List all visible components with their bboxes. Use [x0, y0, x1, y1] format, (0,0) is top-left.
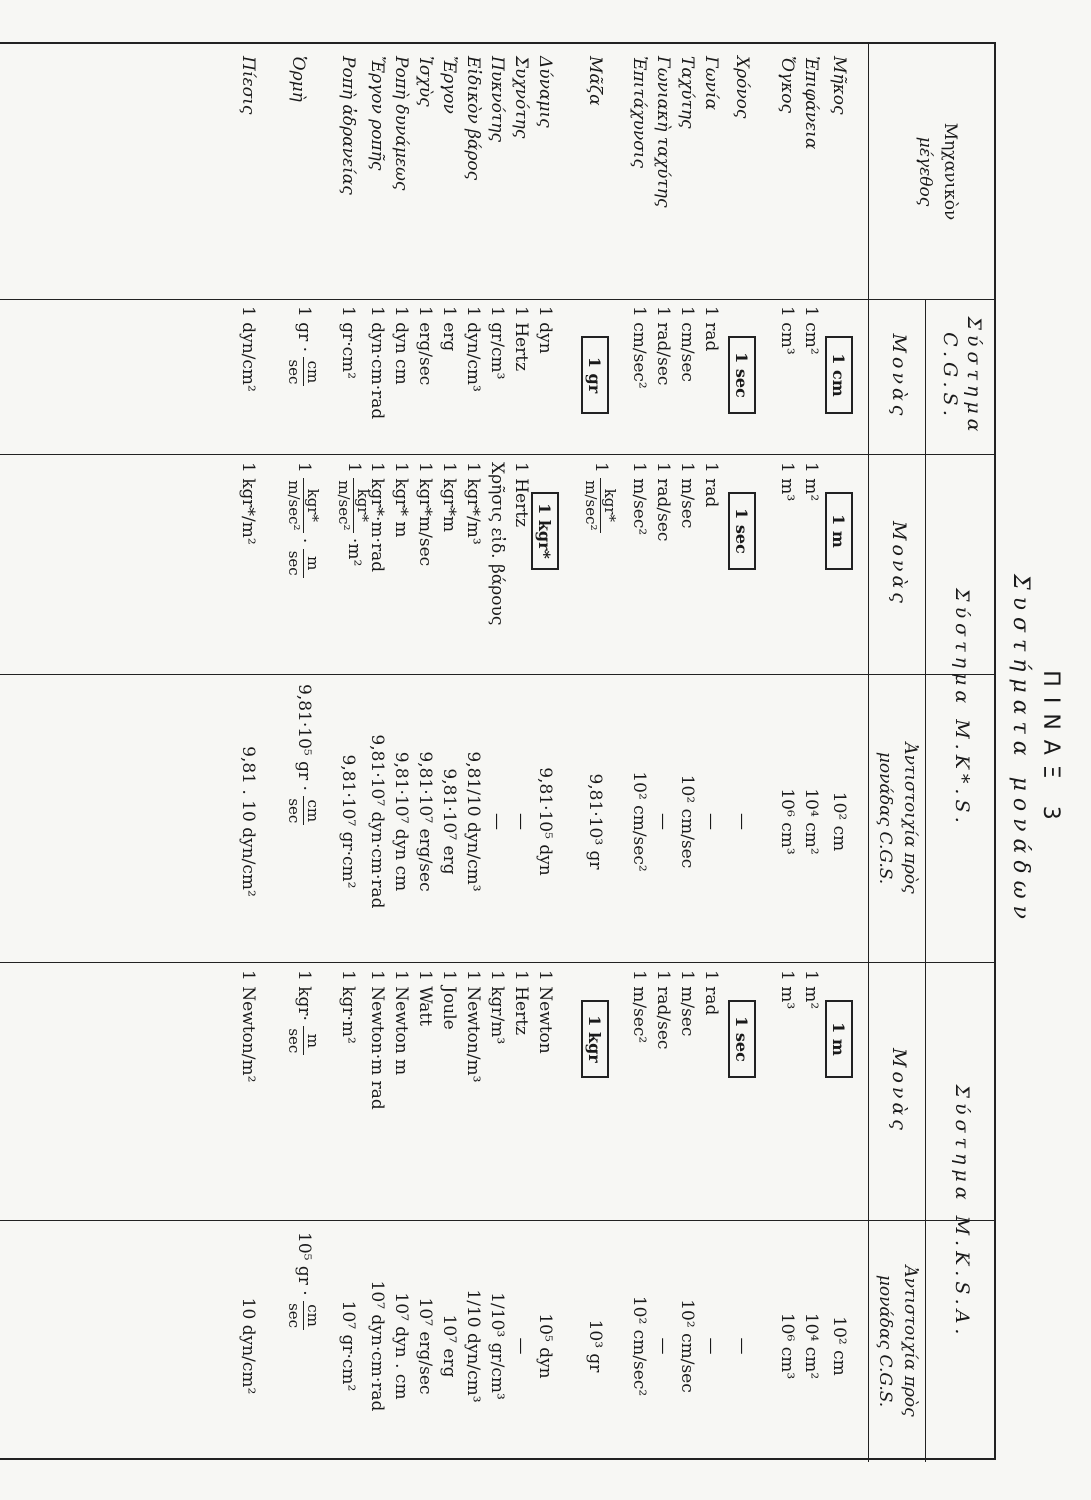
- fraction-denominator: m/sec²: [582, 480, 600, 531]
- cgs-unit: 1 dyn/cm²: [238, 306, 258, 392]
- cgs-unit: 1 gr · cm sec: [285, 306, 322, 385]
- fraction-denominator: m/sec²: [285, 480, 303, 531]
- mks-star-unit-base-box: 1 kgr*: [531, 492, 559, 570]
- mksa-unit: 1 Newton/m²: [238, 970, 258, 1083]
- mks-star-cgs-equivalent: —: [511, 813, 531, 830]
- header-eq-line2: μονάδας C.G.S.: [875, 751, 895, 885]
- fraction-expression: [285, 684, 322, 825]
- quantity-name: Πίεσις: [238, 56, 258, 115]
- fraction-suffix: ·m²: [344, 537, 364, 567]
- fraction-numerator: kgr*: [303, 478, 322, 532]
- mks-star-unit-base-box: 1 sec: [728, 492, 756, 570]
- mksa-cgs-equivalent: —: [732, 1337, 752, 1355]
- col-divider: [0, 454, 994, 455]
- quantity-name: Ὄγκος: [777, 56, 797, 113]
- fraction-expression: [285, 537, 322, 578]
- mks-star-cgs-equivalent: 9,81·10⁷ dyn cm: [391, 751, 411, 892]
- mksa-cgs-equivalent: [285, 1232, 322, 1330]
- fraction-numerator: kgr*: [600, 478, 619, 532]
- cgs-unit: 1 rad: [701, 306, 721, 352]
- mksa-cgs-equivalent: 10⁷ erg/sec: [415, 1297, 435, 1395]
- fraction-denominator: sec: [285, 550, 303, 576]
- fraction: [582, 478, 619, 532]
- header-quantity-line1: Μηχανικὸν: [940, 122, 960, 221]
- mksa-unit: 1 Newton m: [391, 970, 411, 1076]
- header-eq-line1: Ἀντιστοιχία πρὸς: [900, 1265, 920, 1417]
- quantity-name: Γωνία: [701, 56, 721, 111]
- mksa-cgs-equivalent: 10 dyn/cm²: [238, 1297, 258, 1395]
- mks-star-cgs-equivalent: 9,81·10⁷ gr·cm²: [338, 754, 358, 889]
- cgs-unit: 1 gr·cm²: [338, 306, 358, 380]
- mks-star-cgs-equivalent: —: [653, 813, 673, 830]
- quantity-name: Μῆκος: [829, 56, 849, 115]
- header-divider: [925, 299, 926, 1462]
- fraction-numerator: m: [303, 549, 322, 578]
- table-subtitle: Συστήματα μονάδων: [1008, 574, 1033, 926]
- mksa-unit: 1 Newton: [535, 970, 555, 1054]
- header-unit: Μονὰς: [888, 1048, 910, 1134]
- mks-star-cgs-equivalent: 9,81·10⁷ dyn·cm·rad: [367, 734, 387, 909]
- cgs-unit: 1 rad/sec: [653, 306, 673, 386]
- cgs-unit: 1 dyn: [535, 306, 555, 354]
- cgs-unit: 1 cm/sec²: [629, 306, 649, 389]
- quantity-name: Ἔργον: [439, 56, 459, 114]
- fraction-expression: [285, 1232, 322, 1330]
- quantity-name: Ἔργον ροπῆς: [367, 56, 387, 171]
- mksa-unit: 1 rad/sec: [653, 970, 673, 1050]
- fraction-numerator: m: [303, 1026, 322, 1055]
- cgs-unit: 1 dyn cm: [391, 306, 411, 385]
- mks-star-cgs-equivalent: 10² cm: [829, 791, 849, 852]
- quantity-name: Δύναμις: [535, 56, 555, 128]
- fraction-prefix: gr ·: [294, 322, 314, 353]
- mksa-unit: 1 m/sec: [677, 970, 697, 1037]
- mks-star-unit: 1 Hertz: [511, 462, 531, 528]
- fraction-denominator: sec: [285, 1303, 303, 1329]
- quantity-name: Χρόνος: [732, 56, 752, 119]
- cgs-unit: 1 cm²: [801, 306, 821, 355]
- fraction-numerator: cm: [303, 796, 322, 825]
- mksa-unit: 1 Hertz: [511, 970, 531, 1036]
- mks-star-unit: Χρῆσις εἰδ. βάρους: [487, 462, 507, 626]
- header-mks-star-system: Σύστημα M.K*.S.: [951, 588, 973, 828]
- fraction: [335, 478, 372, 532]
- mks-star-cgs-equivalent: [285, 684, 322, 825]
- mksa-unit: 1 m³: [777, 970, 797, 1010]
- cgs-unit-base-box: 1 gr: [581, 336, 609, 414]
- header-quantity: [912, 44, 962, 299]
- mks-star-unit: 1 m/sec: [677, 462, 697, 529]
- cgs-unit: 1 erg/sec: [415, 306, 435, 386]
- mks-star-unit: 1 m/sec²: [629, 462, 649, 536]
- quantity-name: Συχνότης: [511, 56, 531, 139]
- mksa-cgs-equivalent: 10⁵ dyn: [535, 1313, 555, 1379]
- fraction-denominator: sec: [285, 798, 303, 824]
- mks-star-cgs-equivalent: 9,81·10³ gr: [585, 773, 605, 870]
- mks-star-unit: 1 m²: [801, 462, 821, 502]
- mks-star-unit: 1 m³: [777, 462, 797, 502]
- col-divider: [0, 674, 994, 675]
- mksa-unit: 1 m/sec²: [629, 970, 649, 1044]
- mksa-cgs-equivalent: —: [701, 1337, 721, 1355]
- mks-star-unit: 1 kgr* m/sec² ·m²: [335, 462, 372, 567]
- mksa-unit: 1 m²: [801, 970, 821, 1010]
- quantity-name: Ροπὴ ἀδρανείας: [338, 56, 358, 195]
- fraction-prefix: 9,81·10⁵ gr ·: [294, 684, 314, 791]
- header-unit: Μονὰς: [888, 333, 910, 420]
- mks-star-cgs-equivalent: 9,81·10⁷ erg: [439, 768, 459, 875]
- header-cgs-equivalent: [872, 1220, 922, 1462]
- mks-star-unit: 1 kgr* m/sec² · m sec: [285, 462, 322, 576]
- quantity-name: Εἰδικὸν βάρος: [463, 56, 483, 181]
- mksa-cgs-equivalent: 10³ gr: [585, 1319, 605, 1373]
- mksa-unit: 1 kgr/m³: [487, 970, 507, 1045]
- quantity-name: Μᾶζα: [585, 56, 605, 106]
- fraction-prefix: 10⁵ gr ·: [294, 1232, 314, 1296]
- cgs-unit: 1 erg: [439, 306, 459, 352]
- mksa-unit: 1 Newton·m rad: [367, 970, 387, 1110]
- mks-star-cgs-equivalent: 10⁴ cm²: [801, 788, 821, 855]
- mks-star-cgs-equivalent: —: [732, 813, 752, 830]
- header-quantity-line2: μέγεθος: [915, 136, 935, 207]
- quantity-name: Ἐπιτάχυνσις: [629, 56, 649, 168]
- mksa-unit: 1 kgr· m sec: [285, 970, 322, 1054]
- quantity-name: Ἰσχὺς: [415, 56, 435, 107]
- mksa-cgs-equivalent: 1/10 dyn/cm³: [463, 1289, 483, 1403]
- fraction-numerator: cm: [303, 1301, 322, 1330]
- fraction-numerator: cm: [303, 357, 322, 386]
- fraction-denominator: sec: [285, 359, 303, 385]
- mks-star-cgs-equivalent: 10² cm/sec: [677, 774, 697, 869]
- fraction-denominator: sec: [285, 1028, 303, 1054]
- mks-star-cgs-equivalent: 10⁶ cm³: [777, 788, 797, 855]
- table-title: ΠΙΝΑΞ 3: [1038, 670, 1063, 830]
- quantity-name: Ροπὴ δυνάμεως: [391, 56, 411, 191]
- cgs-unit-base-box: 1 sec: [728, 336, 756, 414]
- cgs-unit-base-box: 1 cm: [825, 336, 853, 414]
- mksa-unit-base-box: 1 kgr: [581, 1000, 609, 1078]
- fraction: [285, 549, 322, 578]
- mks-star-unit: 1 kgr*/m³: [463, 462, 483, 545]
- mksa-cgs-equivalent: 10² cm: [829, 1316, 849, 1376]
- fraction-denominator: m/sec²: [335, 480, 353, 531]
- col-divider: [0, 962, 994, 963]
- header-unit: Μονὰς: [888, 521, 910, 607]
- col-divider: [0, 299, 994, 300]
- mks-star-cgs-equivalent: 9,81·10⁵ dyn: [535, 767, 555, 876]
- cgs-unit: 1 cm³: [777, 306, 797, 355]
- mks-star-cgs-equivalent: 10² cm/sec²: [629, 771, 649, 872]
- mks-star-cgs-equivalent: —: [701, 813, 721, 830]
- quantity-name: Ἐπιφάνεια: [801, 56, 821, 150]
- fraction: [285, 1026, 322, 1055]
- mksa-cgs-equivalent: 10⁷ erg: [439, 1314, 459, 1378]
- mks-star-unit: 1 kgr* m/sec²: [582, 462, 619, 531]
- fraction: [285, 796, 322, 825]
- quantity-name: Πυκνότης: [487, 56, 507, 142]
- cgs-unit: 1 dyn/cm³: [463, 306, 483, 392]
- mksa-cgs-equivalent: 10⁷ dyn . cm: [391, 1292, 411, 1400]
- col-divider: [0, 1220, 994, 1221]
- fraction: [285, 357, 322, 386]
- mksa-cgs-equivalent: 10² cm/sec²: [629, 1295, 649, 1397]
- cgs-unit: 1 Hertz: [511, 306, 531, 372]
- mksa-cgs-equivalent: 10⁷ gr·cm²: [338, 1300, 358, 1392]
- mks-star-cgs-equivalent: —: [487, 813, 507, 830]
- mksa-unit: 1 Newton/m³: [463, 970, 483, 1083]
- mks-star-unit-base-box: 1 m: [825, 492, 853, 570]
- mks-star-cgs-equivalent: 9,81/10 dyn/cm³: [463, 751, 483, 892]
- header-cgs-equivalent: [872, 674, 922, 962]
- mks-star-unit: 1 rad/sec: [653, 462, 673, 542]
- mksa-cgs-equivalent: 10⁶ cm³: [777, 1312, 797, 1380]
- cgs-unit: 1 dyn·cm·rad: [367, 306, 387, 420]
- mksa-cgs-equivalent: 1/10³ gr/cm³: [487, 1292, 507, 1400]
- quantity-name: Ταχύτης: [677, 56, 697, 129]
- mks-star-cgs-equivalent: 9,81 . 10 dyn/cm²: [238, 746, 258, 897]
- cgs-unit: 1 gr/cm³: [487, 306, 507, 380]
- quantity-name: Ὁρμὴ: [288, 56, 308, 102]
- header-cgs-system: Σύστημα C.G.S.: [939, 316, 985, 437]
- cgs-unit: 1 cm/sec: [677, 306, 697, 382]
- mksa-cgs-equivalent: —: [511, 1337, 531, 1355]
- mksa-cgs-equivalent: —: [653, 1337, 673, 1355]
- mksa-unit-base-box: 1 m: [825, 1000, 853, 1078]
- quantity-name: Γωνιακὴ ταχύτης: [653, 56, 673, 208]
- mksa-unit: 1 kgr·m²: [338, 970, 358, 1044]
- mksa-unit: 1 Joule: [439, 970, 459, 1030]
- header-bottom-line: [868, 44, 869, 1462]
- mks-star-unit: 1 kgr*/m²: [238, 462, 258, 545]
- fraction-prefix: kgr·: [294, 986, 314, 1021]
- mks-star-unit: 1 kgr* m: [391, 462, 411, 538]
- mksa-cgs-equivalent: 10⁷ dyn·cm·rad: [367, 1280, 387, 1412]
- mksa-cgs-equivalent: 10⁴ cm²: [801, 1312, 821, 1380]
- mks-star-unit: 1 kgr*m/sec: [415, 462, 435, 567]
- fraction: [285, 1301, 322, 1330]
- units-table: [0, 42, 996, 1460]
- mks-star-cgs-equivalent: 9,81·10⁷ erg/sec: [415, 751, 435, 892]
- mks-star-unit: 1 kgr*m: [439, 462, 459, 533]
- header-eq-line2: μονάδας C.G.S.: [875, 1274, 895, 1408]
- mks-star-unit: 1 kgr*·m·rad: [367, 462, 387, 573]
- mksa-cgs-equivalent: 10² cm/sec: [677, 1299, 697, 1393]
- fraction: [285, 478, 322, 532]
- mksa-unit: 1 Watt: [415, 970, 435, 1027]
- mks-star-unit: 1 rad: [701, 462, 721, 508]
- header-mksa-system: Σύστημα M.K.S.A.: [951, 1084, 973, 1340]
- mksa-unit-base-box: 1 sec: [728, 1000, 756, 1078]
- mksa-unit: 1 rad: [701, 970, 721, 1016]
- fraction-numerator: kgr*: [353, 478, 372, 532]
- fraction-prefix: ·: [294, 537, 314, 544]
- header-eq-line1: Ἀντιστοιχία πρὸς: [900, 742, 920, 894]
